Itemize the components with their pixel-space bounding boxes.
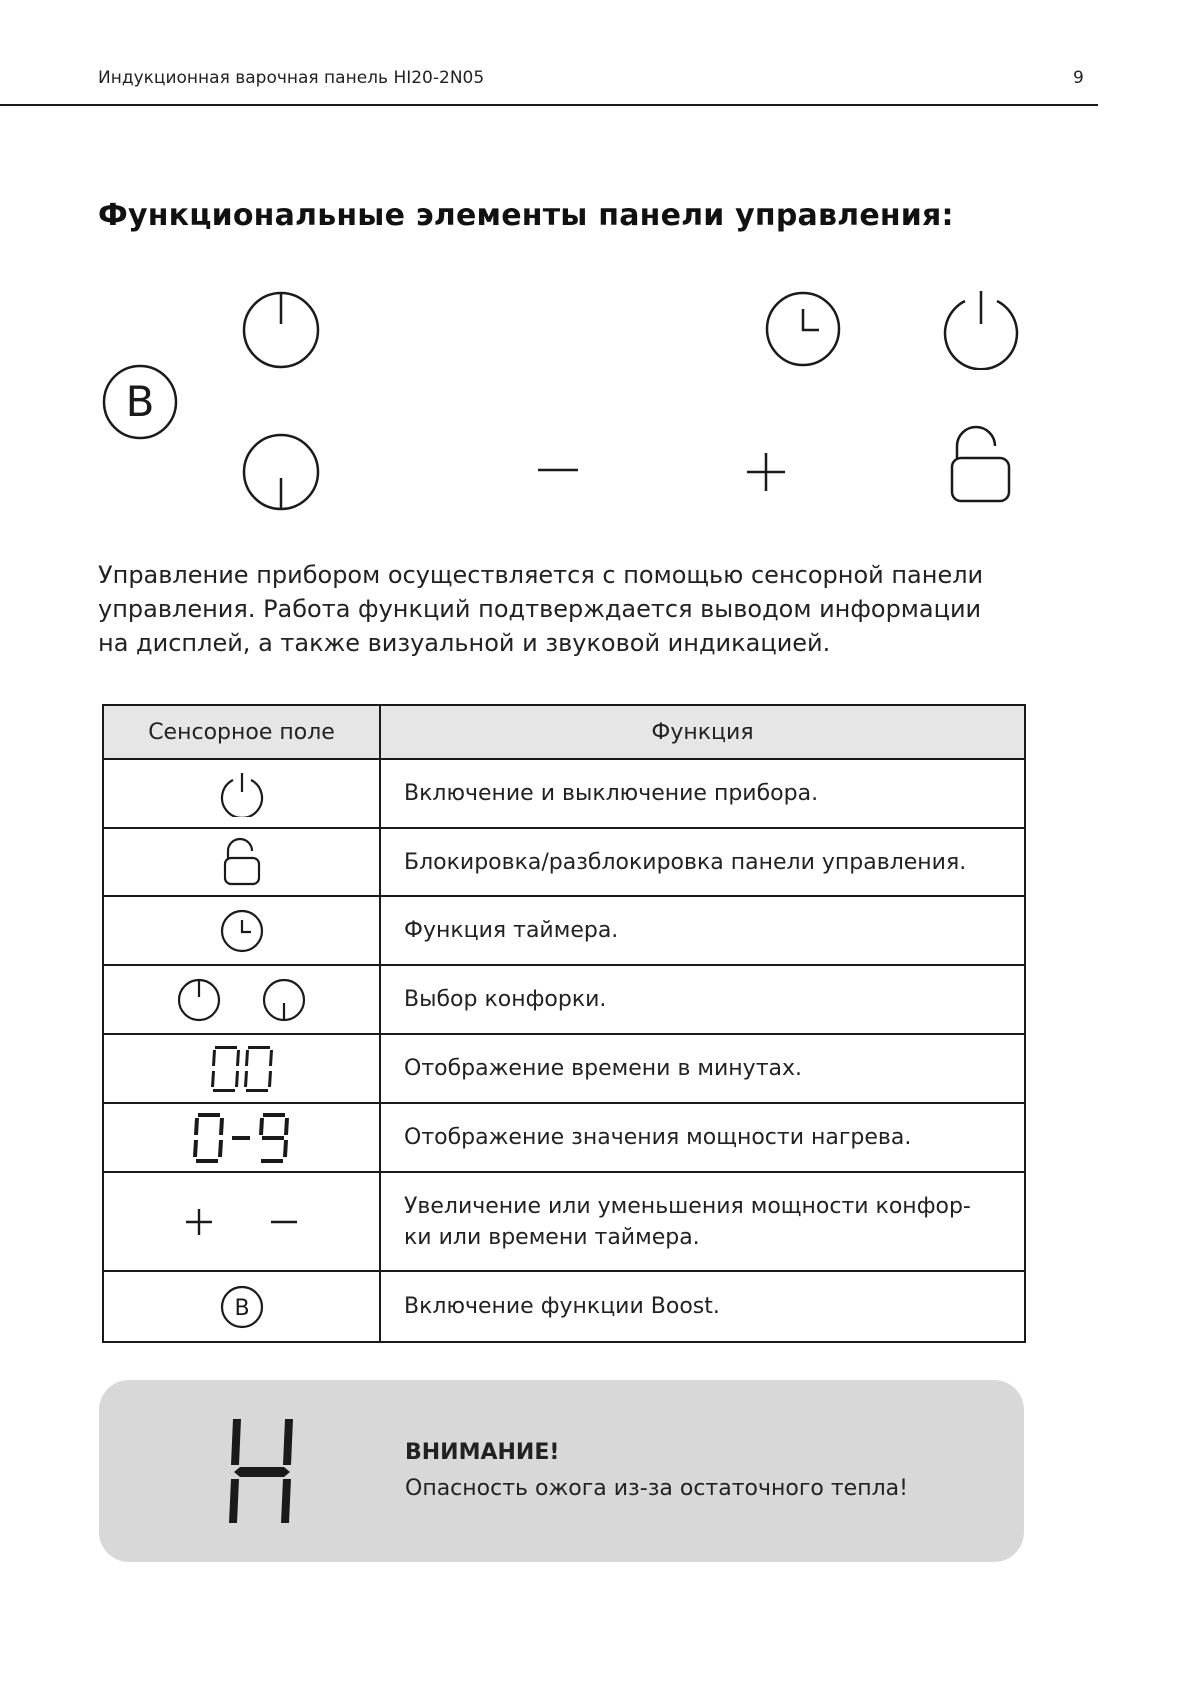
boost-icon (219, 1284, 265, 1330)
table-row (103, 759, 1025, 828)
table-row (103, 1103, 1025, 1172)
zone-top-icon (241, 290, 321, 370)
seven-segment-display (192, 1111, 292, 1165)
minus-icon (536, 458, 580, 482)
table-row (103, 896, 1025, 965)
function-cell: Выбор конфорки. (380, 965, 1025, 1034)
page-number: 9 (1073, 68, 1084, 88)
function-cell: Блокировка/разблокировка панели управления. (380, 828, 1025, 896)
power-icon (220, 771, 264, 817)
function-cell (380, 1172, 1025, 1271)
table-row (103, 1172, 1025, 1271)
sensor-cell (103, 1034, 380, 1103)
function-cell: Включение и выключение прибора. (380, 759, 1025, 828)
section-title: Функциональные элементы панели управления: (98, 198, 954, 233)
plus-icon (185, 1208, 213, 1236)
warning-title: ВНИМАНИЕ! (405, 1440, 560, 1465)
sensor-cell (103, 1271, 380, 1342)
power-icon (941, 288, 1021, 370)
boost-letter: B (233, 1295, 250, 1321)
zone-top-icon (176, 977, 222, 1023)
table-row (103, 828, 1025, 896)
header-sensor-field: Сенсорное поле (103, 705, 380, 759)
intro-line: Управление прибором осуществляется с помощью сенсорной панели (98, 561, 984, 589)
intro-line: управления. Работа функций подтверждается выводом информации (98, 595, 982, 623)
lock-icon (222, 837, 262, 887)
table-row (103, 1034, 1025, 1103)
intro-line: на дисплей, а также визуальной и звуковой индикацией. (98, 629, 831, 657)
function-cell: Отображение времени в минутах. (380, 1034, 1025, 1103)
sensor-cell (103, 1172, 380, 1271)
boost-icon (101, 363, 179, 441)
lock-icon (949, 424, 1013, 504)
zone-bottom-icon (261, 977, 307, 1023)
function-cell: Отображение значения мощности нагрева. (380, 1103, 1025, 1172)
warning-box (99, 1380, 1024, 1562)
header-function: Функция (380, 705, 1025, 759)
timer-icon (764, 290, 842, 368)
header-title: Индукционная варочная панель HI20-2N05 (98, 68, 485, 88)
sensor-cell (103, 828, 380, 896)
function-cell: Включение функции Boost. (380, 1271, 1025, 1342)
function-line: ки или времени таймера. (404, 1224, 700, 1250)
table-row (103, 965, 1025, 1034)
minus-icon (270, 1208, 298, 1236)
zone-bottom-icon (241, 432, 321, 512)
function-cell: Функция таймера. (380, 896, 1025, 965)
boost-letter: B (125, 377, 155, 426)
sensor-cell (103, 896, 380, 965)
sensor-cell (103, 965, 380, 1034)
table-row (103, 1271, 1025, 1342)
sensor-cell (103, 759, 380, 828)
function-line: Увеличение или уменьшения мощности конфор- (404, 1193, 971, 1219)
plus-icon (745, 451, 787, 493)
seven-segment-display (210, 1044, 274, 1094)
header-rule (0, 104, 1098, 106)
warning-text: Опасность ожога из-за остаточного тепла! (405, 1476, 908, 1501)
intro-paragraph (98, 558, 1058, 660)
timer-icon (219, 908, 265, 954)
sensor-cell (103, 1103, 380, 1172)
hot-surface-display (227, 1417, 299, 1525)
table-header-row (103, 705, 1025, 759)
function-table (102, 704, 1026, 1343)
